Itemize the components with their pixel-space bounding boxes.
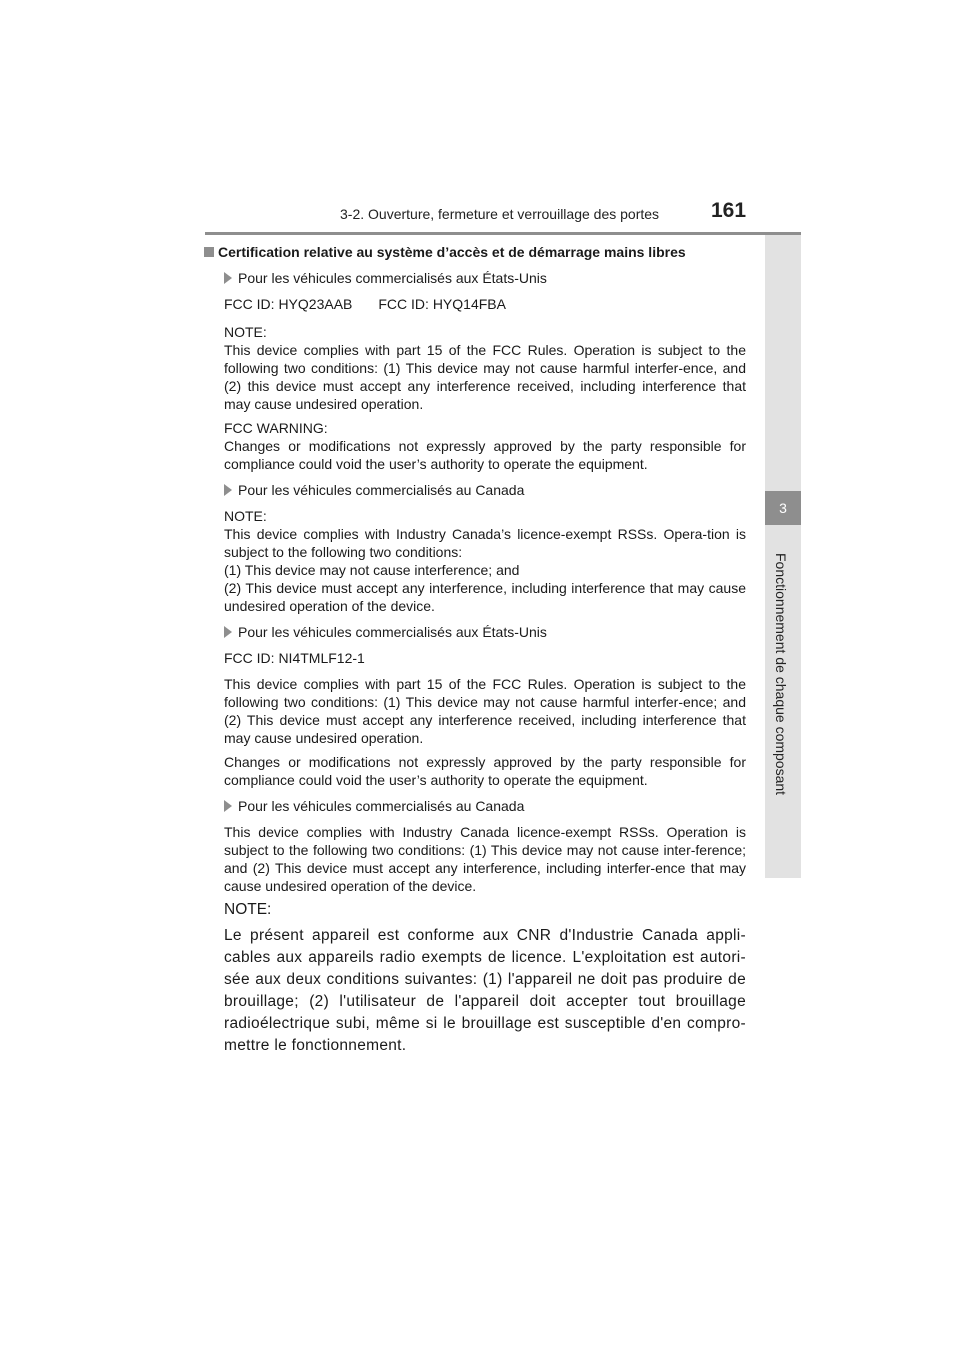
note-text: (1) This device may not cause interference; and	[224, 562, 520, 578]
note-label: NOTE:	[224, 508, 267, 524]
header-divider	[205, 232, 801, 235]
market-canada-1	[224, 481, 746, 499]
french-compliance-paragraph: Le présent appareil est conforme aux CNR d'Industrie Canada appli-cables aux appareils radio exempts de licence. L'exploitation est autori-sée aux deux conditions suivantes: (1) l'appareil ne doit pas produire de brouillage; (2) l'utilisateur de l'appareil doit accepter tout brouillage radioélectrique subi, même si le brouillage est susceptible d'en compro-mettre le fonctionnement.	[224, 927, 746, 1054]
market-canada-2	[224, 797, 746, 815]
fcc-ids	[224, 295, 746, 313]
warning-label: FCC WARNING:	[224, 420, 328, 436]
chapter-number: 3	[779, 500, 787, 516]
fcc-id: FCC ID: HYQ14FBA	[378, 296, 506, 312]
market-label: Pour les véhicules commercialisés aux États-Unis	[238, 624, 547, 640]
warning-paragraph	[224, 419, 746, 473]
market-usa-2	[224, 623, 746, 641]
side-tab-upper	[765, 235, 801, 491]
triangle-bullet-icon	[224, 626, 232, 638]
market-label: Pour les véhicules commercialisés au Canada	[238, 798, 525, 814]
triangle-bullet-icon	[224, 800, 232, 812]
compliance-paragraph: This device complies with part 15 of the FCC Rules. Operation is subject to the following two conditions: (1) This device may not cause harmful interfer-ence; and (2) This device must accept any interference received, including interference that may cause undesired operation.	[224, 676, 746, 746]
fcc-id: FCC ID: HYQ23AAB	[224, 296, 353, 312]
note-paragraph	[224, 507, 746, 615]
triangle-bullet-icon	[224, 272, 232, 284]
market-label: Pour les véhicules commercialisés aux États-Unis	[238, 270, 547, 286]
note-text: This device complies with Industry Canada’s licence-exempt RSSs. Opera-tion is subject to the following two conditions:	[224, 526, 746, 560]
page-number: 161	[711, 199, 747, 222]
warning-text: Changes or modifications not expressly approved by the party responsible for compliance could void the user’s authority to operate the equipment.	[224, 438, 746, 472]
note-text: (2) This device must accept any interference, including interference that may cause undesired operation of the device.	[224, 580, 746, 614]
section-heading-text: Certification relative au système d’accès et de démarrage mains libres	[218, 244, 686, 260]
note-label: NOTE:	[224, 324, 267, 340]
main-content	[218, 243, 746, 1057]
chapter-title: Fonctionnement de chaque composant	[773, 553, 789, 796]
triangle-bullet-icon	[224, 484, 232, 496]
compliance-paragraph: This device complies with Industry Canada licence-exempt RSSs. Operation is subject to the following two conditions: (1) This device may not cause inter-ference; and (2) This device must accept any interference, including interfer-ence that may cause undesired operation of the device.	[224, 824, 746, 894]
fcc-id: FCC ID: NI4TMLF12-1	[224, 650, 365, 666]
compliance-paragraph: Changes or modifications not expressly approved by the party responsible for compliance could void the user’s authority to operate the equipment.	[224, 754, 746, 788]
note-paragraph	[224, 323, 746, 413]
square-bullet-icon	[204, 247, 214, 257]
section-title: 3-2. Ouverture, fermeture et verrouillage des portes	[340, 206, 660, 222]
market-usa-1	[224, 269, 746, 287]
market-label: Pour les véhicules commercialisés au Canada	[238, 482, 525, 498]
note-label: NOTE:	[224, 901, 272, 918]
note-text: This device complies with part 15 of the FCC Rules. Operation is subject to the following two conditions: (1) This device may not cause harmful interfer-ence, and (2) this device must accept any interference received, including interference that may cause undesired operation.	[224, 342, 746, 412]
section-heading	[204, 243, 746, 261]
